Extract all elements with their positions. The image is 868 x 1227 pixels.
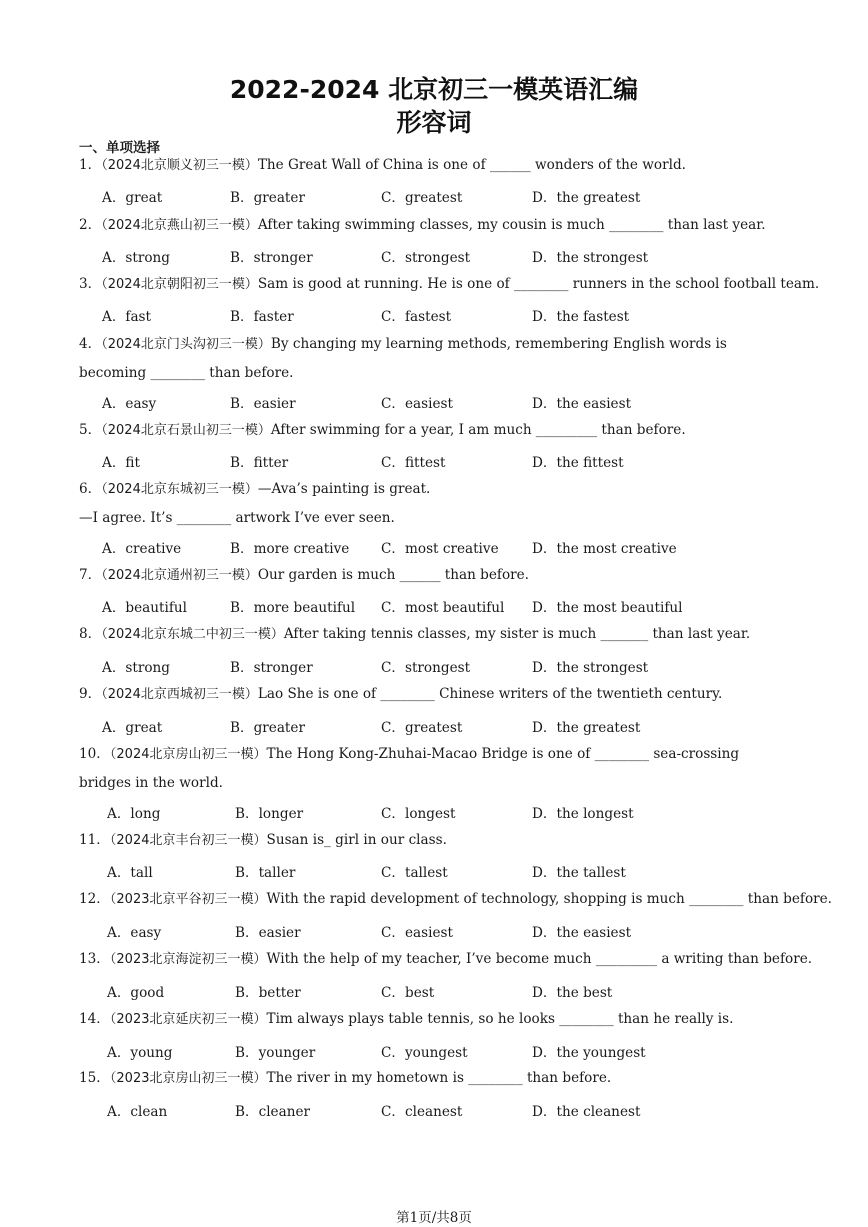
option-c: C．cleanest <box>381 1104 463 1120</box>
option-b: B．greater <box>230 190 305 206</box>
option-b: B．longer <box>235 806 304 822</box>
option-b: B．taller <box>235 865 296 881</box>
options-14 <box>107 1041 807 1063</box>
question-9: 9．（2024北京西城初三一模）Lao She is one of ________ Chinese writers of the twentieth century. <box>79 686 723 702</box>
options-3 <box>102 305 802 327</box>
option-b: B．stronger <box>230 250 313 266</box>
option-c: C．most beautiful <box>381 600 505 616</box>
option-b: B．more creative <box>230 541 350 557</box>
option-d: D．the best <box>532 985 613 1001</box>
option-b: B．more beautiful <box>230 600 356 616</box>
option-b: B．easier <box>235 925 301 941</box>
option-a: A．tall <box>107 865 153 881</box>
option-a: A．fast <box>102 309 151 325</box>
option-b: B．easier <box>230 396 296 412</box>
question-11: 11．（2024北京丰台初三一模）Susan is_ girl in our class. <box>79 832 447 848</box>
option-d: D．the most creative <box>532 541 677 557</box>
option-a: A．fit <box>102 455 140 471</box>
option-a: A．easy <box>107 925 162 941</box>
option-a: A．strong <box>102 660 170 676</box>
option-c: C．fittest <box>381 455 446 471</box>
options-9 <box>102 716 802 738</box>
option-c: C．fastest <box>381 309 452 325</box>
option-a: A．young <box>107 1045 173 1061</box>
option-a: A．creative <box>102 541 182 557</box>
question-14: 14．（2023北京延庆初三一模）Tim always plays table tennis, so he looks ________ than he really is. <box>79 1011 734 1027</box>
options-4 <box>102 392 802 414</box>
option-b: B．fitter <box>230 455 289 471</box>
option-c: C．best <box>381 985 435 1001</box>
options-6 <box>102 537 802 559</box>
option-d: D．the tallest <box>532 865 626 881</box>
page-number: 第1页/共8页 <box>396 1210 472 1226</box>
question-5: 5．（2024北京石景山初三一模）After swimming for a year, I am much _________ than before. <box>79 422 686 438</box>
option-c: C．greatest <box>381 720 463 736</box>
option-d: D．the easiest <box>532 396 632 412</box>
options-1 <box>102 186 802 208</box>
option-d: D．the strongest <box>532 250 649 266</box>
option-b: B．greater <box>230 720 305 736</box>
options-10 <box>107 802 807 824</box>
options-13 <box>107 981 807 1003</box>
option-c: C．greatest <box>381 190 463 206</box>
options-12 <box>107 921 807 943</box>
question-1: 1．（2024北京顺义初三一模）The Great Wall of China is one of ______ wonders of the world. <box>79 157 686 173</box>
option-b: B．younger <box>235 1045 316 1061</box>
option-d: D．the fastest <box>532 309 630 325</box>
option-d: D．the fittest <box>532 455 624 471</box>
options-15 <box>107 1100 807 1122</box>
option-d: D．the longest <box>532 806 634 822</box>
option-b: B．cleaner <box>235 1104 310 1120</box>
option-a: A．good <box>107 985 165 1001</box>
option-b: B．faster <box>230 309 294 325</box>
question-7: 7．（2024北京通州初三一模）Our garden is much ______ than before. <box>79 567 529 583</box>
options-7 <box>102 596 802 618</box>
options-5 <box>102 451 802 473</box>
option-d: D．the most beautiful <box>532 600 683 616</box>
question-3: 3．（2024北京朝阳初三一模）Sam is good at running. He is one of ________ runners in the school football team. <box>79 276 820 292</box>
question-6-line-2: —I agree. It’s ________ artwork I’ve ever seen. <box>79 510 395 526</box>
option-d: D．the cleanest <box>532 1104 641 1120</box>
option-c: C．strongest <box>381 250 471 266</box>
options-11 <box>107 861 807 883</box>
option-c: C．strongest <box>381 660 471 676</box>
option-b: B．better <box>235 985 301 1001</box>
option-d: D．the youngest <box>532 1045 646 1061</box>
option-c: C．youngest <box>381 1045 468 1061</box>
option-c: C．tallest <box>381 865 448 881</box>
question-4: 4．（2024北京门头沟初三一模）By changing my learning methods, remembering English words is becoming ________ than before. <box>79 336 727 381</box>
option-c: C．easiest <box>381 396 453 412</box>
question-15: 15．（2023北京房山初三一模）The river in my hometown is ________ than before. <box>79 1070 612 1086</box>
question-2: 2．（2024北京燕山初三一模）After taking swimming classes, my cousin is much ________ than last year. <box>79 217 766 233</box>
option-a: A．easy <box>102 396 157 412</box>
option-d: D．the greatest <box>532 720 641 736</box>
question-6: 6．（2024北京东城初三一模）—Ava’s painting is great. <box>79 481 431 497</box>
option-c: C．most creative <box>381 541 499 557</box>
option-a: A．long <box>107 806 161 822</box>
option-a: A．great <box>102 190 163 206</box>
option-d: D．the easiest <box>532 925 632 941</box>
option-c: C．easiest <box>381 925 453 941</box>
document-subtitle: 形容词 <box>396 108 472 137</box>
option-a: A．great <box>102 720 163 736</box>
question-13: 13．（2023北京海淀初三一模）With the help of my teacher, I’ve become much _________ a writing than before. <box>79 951 813 967</box>
option-c: C．longest <box>381 806 456 822</box>
question-12: 12．（2023北京平谷初三一模）With the rapid development of technology, shopping is much ________ than before. <box>79 891 833 907</box>
document-title: 2022-2024 北京初三一模英语汇编 <box>229 75 639 104</box>
option-d: D．the greatest <box>532 190 641 206</box>
option-a: A．strong <box>102 250 170 266</box>
option-a: A．beautiful <box>102 600 187 616</box>
option-d: D．the strongest <box>532 660 649 676</box>
question-8: 8．（2024北京东城二中初三一模）After taking tennis classes, my sister is much _______ than last year. <box>79 626 751 642</box>
question-10: 10．（2024北京房山初三一模）The Hong Kong-Zhuhai-Macao Bridge is one of ________ sea-crossing bridges in the world. <box>79 746 740 791</box>
options-8 <box>102 656 802 678</box>
option-a: A．clean <box>107 1104 168 1120</box>
section-heading: 一、单项选择 <box>79 140 160 156</box>
option-b: B．stronger <box>230 660 313 676</box>
options-2 <box>102 246 802 268</box>
